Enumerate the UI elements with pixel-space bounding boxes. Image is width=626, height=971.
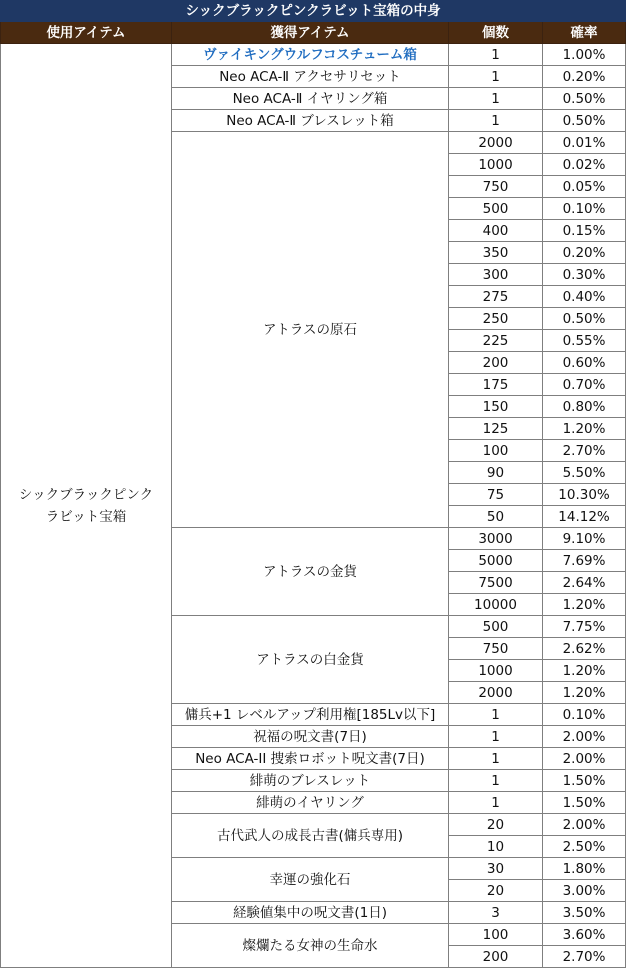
obtained-item-name: 燦爛たる女神の生命水 [172,924,449,968]
obtained-item-name: 傭兵+1 レベルアップ利用権[185Lv以下] [172,704,449,726]
count-cell: 7500 [449,572,543,594]
count-cell: 2000 [449,132,543,154]
count-cell: 1 [449,44,543,66]
count-cell: 1 [449,726,543,748]
rate-cell: 1.50% [543,770,626,792]
rate-cell: 1.50% [543,792,626,814]
count-cell: 1 [449,704,543,726]
rate-cell: 0.55% [543,330,626,352]
obtained-item-name: アトラスの原石 [172,132,449,528]
count-cell: 1 [449,748,543,770]
count-cell: 225 [449,330,543,352]
rate-cell: 10.30% [543,484,626,506]
rate-cell: 7.75% [543,616,626,638]
rate-cell: 3.00% [543,880,626,902]
rate-cell: 1.20% [543,682,626,704]
rate-cell: 0.01% [543,132,626,154]
obtained-item-name: アトラスの白金貨 [172,616,449,704]
rate-cell: 0.30% [543,264,626,286]
count-cell: 30 [449,858,543,880]
count-cell: 75 [449,484,543,506]
table-row [1,44,626,66]
rate-cell: 14.12% [543,506,626,528]
rate-cell: 0.20% [543,66,626,88]
count-cell: 125 [449,418,543,440]
obtained-item-name: Neo ACA-II 捜索ロボット呪文書(7日) [172,748,449,770]
rate-cell: 0.70% [543,374,626,396]
rate-cell: 0.20% [543,242,626,264]
rate-cell: 0.40% [543,286,626,308]
count-cell: 1 [449,770,543,792]
rate-cell: 0.50% [543,88,626,110]
header-use-item: 使用アイテム [1,22,172,44]
rate-cell: 0.15% [543,220,626,242]
rate-cell: 3.60% [543,924,626,946]
obtained-item-name: 古代武人の成長古書(傭兵専用) [172,814,449,858]
count-cell: 275 [449,286,543,308]
header-row [1,22,626,44]
count-cell: 1 [449,792,543,814]
rate-cell: 0.05% [543,176,626,198]
obtained-item-name: アトラスの金貨 [172,528,449,616]
rate-cell: 0.10% [543,704,626,726]
title-row [1,1,626,22]
rate-cell: 2.00% [543,814,626,836]
count-cell: 3000 [449,528,543,550]
count-cell: 750 [449,638,543,660]
count-cell: 10 [449,836,543,858]
rate-cell: 7.69% [543,550,626,572]
rate-cell: 2.64% [543,572,626,594]
table-body [1,44,626,968]
obtained-item-name: 経験値集中の呪文書(1日) [172,902,449,924]
count-cell: 350 [449,242,543,264]
count-cell: 1000 [449,154,543,176]
count-cell: 1 [449,66,543,88]
obtained-item-name: 祝福の呪文書(7日) [172,726,449,748]
count-cell: 200 [449,352,543,374]
use-item-name-line1: シックブラックピンク [18,486,154,503]
obtained-item-name: Neo ACA-Ⅱ アクセサリセット [172,66,449,88]
count-cell: 300 [449,264,543,286]
rate-cell: 0.50% [543,110,626,132]
rate-cell: 2.50% [543,836,626,858]
count-cell: 750 [449,176,543,198]
count-cell: 1000 [449,660,543,682]
rate-cell: 1.00% [543,44,626,66]
rate-cell: 0.80% [543,396,626,418]
count-cell: 500 [449,616,543,638]
rate-cell: 1.20% [543,418,626,440]
header-rate: 確率 [543,22,626,44]
count-cell: 100 [449,440,543,462]
rate-cell: 9.10% [543,528,626,550]
rate-cell: 2.00% [543,748,626,770]
obtained-item-name: 幸運の強化石 [172,858,449,902]
count-cell: 90 [449,462,543,484]
count-cell: 5000 [449,550,543,572]
rate-cell: 0.60% [543,352,626,374]
count-cell: 100 [449,924,543,946]
use-item-cell [1,44,172,968]
count-cell: 150 [449,396,543,418]
rate-cell: 1.20% [543,660,626,682]
table-title: シックブラックピンクラビット宝箱の中身 [1,1,626,22]
count-cell: 10000 [449,594,543,616]
obtained-item-name: Neo ACA-Ⅱ ブレスレット箱 [172,110,449,132]
rate-cell: 1.80% [543,858,626,880]
rate-cell: 2.62% [543,638,626,660]
rate-cell: 2.70% [543,440,626,462]
use-item-name-line2: ラビット宝箱 [45,508,127,525]
count-cell: 175 [449,374,543,396]
rate-cell: 0.02% [543,154,626,176]
obtained-item-name: 緋萌のブレスレット [172,770,449,792]
count-cell: 1 [449,110,543,132]
obtained-item-name: Neo ACA-Ⅱ イヤリング箱 [172,88,449,110]
count-cell: 20 [449,814,543,836]
rate-cell: 2.00% [543,726,626,748]
count-cell: 500 [449,198,543,220]
count-cell: 3 [449,902,543,924]
count-cell: 200 [449,946,543,968]
header-obtained-item: 獲得アイテム [172,22,449,44]
count-cell: 2000 [449,682,543,704]
header-count: 個数 [449,22,543,44]
count-cell: 400 [449,220,543,242]
rate-cell: 3.50% [543,902,626,924]
obtained-item-name: ヴァイキングウルフコスチューム箱 [172,44,449,66]
obtained-item-name: 緋萌のイヤリング [172,792,449,814]
rate-cell: 0.50% [543,308,626,330]
count-cell: 20 [449,880,543,902]
rate-cell: 0.10% [543,198,626,220]
rate-cell: 5.50% [543,462,626,484]
count-cell: 50 [449,506,543,528]
rate-cell: 1.20% [543,594,626,616]
count-cell: 1 [449,88,543,110]
rate-cell: 2.70% [543,946,626,968]
count-cell: 250 [449,308,543,330]
